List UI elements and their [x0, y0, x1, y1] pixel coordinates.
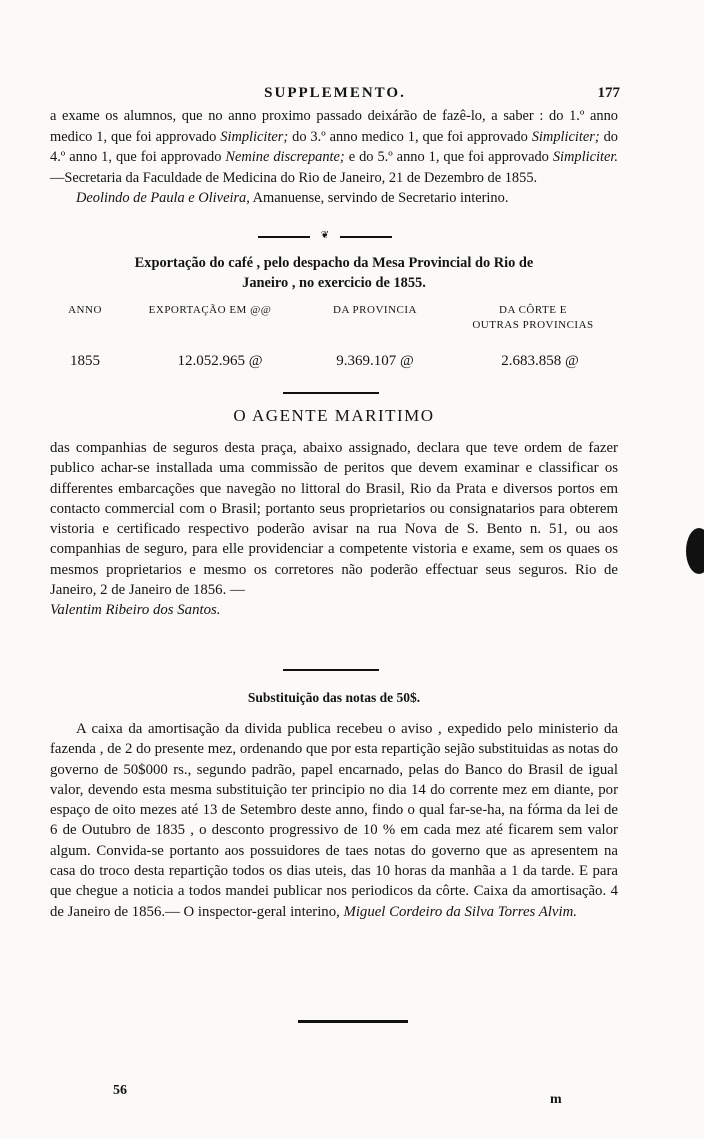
running-title: SUPPLEMENTO. [264, 85, 406, 101]
column-header-provincia: DA PROVINCIA [333, 304, 417, 316]
exam-notice-signature: Deolindo de Paula e Oliveira, Amanuense, servindo de Secretario interino. [76, 190, 509, 206]
agente-signature: Valentim Ribeiro dos Santos. [50, 602, 221, 619]
column-header-corte: DA CÔRTE E OUTRAS PROVINCIAS [472, 304, 594, 331]
page-edge-blot [686, 528, 704, 574]
page-number: 177 [597, 85, 620, 101]
column-header-anno: ANNO [68, 304, 102, 316]
agente-heading: O AGENTE MARITIMO [233, 406, 435, 425]
column-header-exportacao: EXPORTAÇÃO EM @@ [148, 304, 272, 316]
cell-anno: 1855 [70, 353, 100, 369]
running-head [50, 82, 620, 104]
cell-corte: 2.683.858 @ [501, 353, 579, 369]
exam-notice-paragraph: a exame os alumnos, que no anno proximo passado deixárão de fazê-lo, a saber : do 1.º anno medico 1, que foi approvado Simpliciter; do 3.º anno medico 1, que foi approvado Simpliciter; do 4.º anno 1, que foi approvado Nemine discrepante; e do 5.º anno 1, que foi approvado Simpliciter. —Secretaria da Faculdade de Medicina do Rio de Janeiro, 21 de Dezembro de 1855. Deolindo de Paula e Oliveira, Amanuense, servindo de Secretario interino. [50, 106, 618, 209]
section-divider [283, 392, 379, 394]
export-heading: Exportação do café , pelo despacho da Mesa Provincial do Rio de Janeiro , no exercicio de 1855. [134, 255, 534, 291]
agente-paragraph: das companhias de seguros desta praça, abaixo assignado, declara que teve ordem de fazer publico achar-se installada uma commissão de peritos que devem examinar e classificar os differentes embarcações que navegão no littoral do Brasil, Rio da Prata e diversos portos em contacto commercial com o Brasil; portanto seus proprietarios ou consignatarios para obterem vistoria e certificado respectivo poderão avisar na rua Nova de S. Bento n. 51, ou aos companhias de seguro, para elle providenciar a competente vistoria e exame, sem os quaes os mesmos proprietarios e mesmo os corretores não poderão effectuar seus seguros. Rio de Janeiro, 2 de Janeiro de 1856. — Valentim Ribeiro dos Santos. [50, 438, 618, 621]
section-divider [283, 669, 379, 671]
substituicao-paragraph: A caixa da amortisação da divida publica recebeu o aviso , expedido pelo ministerio da fazenda , de 2 do presente mez, ordenando que por esta repartição sejão substituidas as notas do governo de 50$000 rs., segundo padrão, papel encarnado, pelas do Banco do Brasil de igual valor, devendo esta mesma substituição ter principio no dia 14 do corrente mez em diante, por espaço de oito mezes até 13 de Setembro deste anno, findo o qual far-se-ha, na fórma da lei de 6 de Outubro de 1835 , o desconto progressivo de 10 % em cada mez até ficarem sem valor algum. Convida-se portanto aos possuidores de taes notas do governo que as apresentem na casa do troco desta repartição todos os dias uteis, das 10 horas da manhãa a 1 da tarde. E para que chegue a noticia a todos mandei publicar nos periodicos da côrte. Caixa da amortisação. 4 de Janeiro de 1856.— O inspector-geral interino, Miguel Cordeiro da Silva Torres Alvim. [50, 721, 618, 920]
cell-provincia: 9.369.107 @ [336, 353, 414, 369]
signature-mark-right: m [550, 1092, 562, 1107]
signature-mark-left: 56 [113, 1083, 127, 1098]
ornament-icon: ❦ [310, 230, 340, 242]
substituicao-signature: Miguel Cordeiro da Silva Torres Alvim. [343, 903, 577, 920]
closing-rule [298, 1020, 408, 1023]
substituicao-heading: Substituição das notas de 50$. [247, 690, 421, 705]
cell-exportacao: 12.052.965 @ [177, 353, 263, 369]
